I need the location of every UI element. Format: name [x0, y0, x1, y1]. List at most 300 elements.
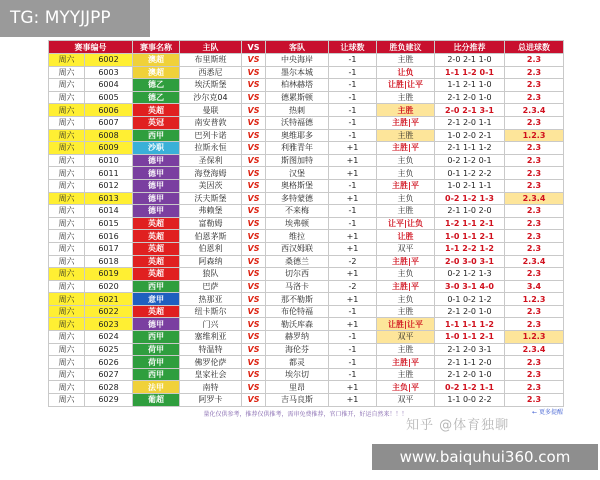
cell-league: 澳超 [133, 66, 180, 79]
cell-away: 那不勒斯 [266, 293, 329, 306]
cell-sug: 主胜 [377, 343, 435, 356]
cell-hcp: -1 [329, 205, 377, 218]
cell-score: 2-0 3-0 3-1 [435, 255, 505, 268]
cell-day: 周六 [49, 154, 85, 167]
cell-hcp: +1 [329, 242, 377, 255]
cell-goals: 2.3.4 [505, 255, 564, 268]
cell-home: 南安普敦 [180, 116, 242, 129]
cell-home: 巴列卡诺 [180, 129, 242, 142]
cell-goals: 2.3.4 [505, 343, 564, 356]
col-header-suggestion: 胜负建议 [377, 41, 435, 54]
col-header-id: 赛事编号 [49, 41, 133, 54]
cell-home: 阿森纳 [180, 255, 242, 268]
cell-hcp: -1 [329, 305, 377, 318]
cell-league: 荷甲 [133, 356, 180, 369]
cell-day: 周六 [49, 356, 85, 369]
cell-home: 热那亚 [180, 293, 242, 306]
cell-home: 沃夫斯堡 [180, 192, 242, 205]
table-row [49, 142, 564, 155]
cell-home: 海登海姆 [180, 167, 242, 180]
cell-sug: 让胜|让平 [377, 79, 435, 92]
cell-code: 6007 [85, 116, 133, 129]
cell-score: 0-1 0-2 1-2 [435, 293, 505, 306]
cell-day: 周六 [49, 116, 85, 129]
table-row [49, 381, 564, 394]
table-row [49, 116, 564, 129]
cell-hcp: +1 [329, 381, 377, 394]
cell-vs: VS [242, 343, 266, 356]
cell-code: 6022 [85, 305, 133, 318]
cell-goals: 2.3 [505, 167, 564, 180]
table-row [49, 217, 564, 230]
cell-hcp: -1 [329, 217, 377, 230]
cell-league: 西甲 [133, 331, 180, 344]
cell-home: 南特 [180, 381, 242, 394]
table-row [49, 230, 564, 243]
cell-code: 6024 [85, 331, 133, 344]
cell-goals: 1.2.3 [505, 331, 564, 344]
cell-code: 6003 [85, 66, 133, 79]
cell-league: 葡超 [133, 394, 180, 407]
cell-goals: 2.3 [505, 154, 564, 167]
cell-score: 3-0 3-1 4-0 [435, 280, 505, 293]
cell-sug: 主负 [377, 293, 435, 306]
cell-day: 周六 [49, 293, 85, 306]
cell-code: 6015 [85, 217, 133, 230]
cell-league: 法甲 [133, 381, 180, 394]
cell-score: 2-0 2-1 1-0 [435, 54, 505, 67]
cell-day: 周六 [49, 305, 85, 318]
cell-code: 6005 [85, 91, 133, 104]
cell-hcp: +1 [329, 230, 377, 243]
cell-hcp: -2 [329, 280, 377, 293]
cell-home: 巴萨 [180, 280, 242, 293]
cell-goals: 1.2.3 [505, 129, 564, 142]
cell-hcp: +1 [329, 154, 377, 167]
cell-away: 都灵 [266, 356, 329, 369]
cell-code: 6010 [85, 154, 133, 167]
cell-code: 6018 [85, 255, 133, 268]
cell-score: 1-0 1-1 2-1 [435, 331, 505, 344]
cell-day: 周六 [49, 318, 85, 331]
cell-goals: 2.3 [505, 217, 564, 230]
cell-sug: 主胜|平 [377, 280, 435, 293]
cell-home: 布里斯班 [180, 54, 242, 67]
cell-hcp: -1 [329, 54, 377, 67]
cell-goals: 1.2.3 [505, 293, 564, 306]
cell-hcp: -1 [329, 331, 377, 344]
cell-league: 德甲 [133, 192, 180, 205]
table-row [49, 368, 564, 381]
col-header-home: 主队 [180, 41, 242, 54]
cell-away: 汉堡 [266, 167, 329, 180]
cell-goals: 2.3 [505, 230, 564, 243]
cell-hcp: -1 [329, 368, 377, 381]
cell-away: 埃尔切 [266, 368, 329, 381]
cell-vs: VS [242, 91, 266, 104]
cell-hcp: -1 [329, 129, 377, 142]
cell-score: 2-1 1-1 2-0 [435, 356, 505, 369]
cell-hcp: -1 [329, 343, 377, 356]
cell-goals: 2.3 [505, 91, 564, 104]
table-row [49, 205, 564, 218]
table-row [49, 154, 564, 167]
cell-code: 6020 [85, 280, 133, 293]
cell-home: 伯恩利 [180, 242, 242, 255]
cell-home: 富勒姆 [180, 217, 242, 230]
cell-day: 周六 [49, 394, 85, 407]
cell-away: 利雅青年 [266, 142, 329, 155]
cell-away: 马洛卡 [266, 280, 329, 293]
cell-day: 周六 [49, 368, 85, 381]
cell-league: 英冠 [133, 116, 180, 129]
cell-away: 奥格斯堡 [266, 179, 329, 192]
cell-league: 英超 [133, 104, 180, 117]
cell-day: 周六 [49, 381, 85, 394]
cell-hcp: -1 [329, 104, 377, 117]
table-row [49, 129, 564, 142]
cell-sug: 主胜 [377, 205, 435, 218]
cell-vs: VS [242, 268, 266, 281]
cell-vs: VS [242, 381, 266, 394]
cell-away: 斯图加特 [266, 154, 329, 167]
cell-home: 埃沃斯堡 [180, 79, 242, 92]
cell-code: 6011 [85, 167, 133, 180]
cell-sug: 主胜 [377, 54, 435, 67]
cell-hcp: +1 [329, 192, 377, 205]
cell-score: 2-1 2-0 1-1 [435, 116, 505, 129]
col-header-league: 赛事名称 [133, 41, 180, 54]
cell-sug: 主负 [377, 154, 435, 167]
cell-home: 特温特 [180, 343, 242, 356]
cell-goals: 2.3 [505, 79, 564, 92]
cell-code: 6019 [85, 268, 133, 281]
cell-league: 德甲 [133, 205, 180, 218]
cell-away: 埃弗顿 [266, 217, 329, 230]
cell-sug: 主胜|平 [377, 116, 435, 129]
cell-league: 英超 [133, 242, 180, 255]
table-row [49, 343, 564, 356]
cell-sug: 主负|平 [377, 381, 435, 394]
cell-day: 周六 [49, 142, 85, 155]
cell-vs: VS [242, 293, 266, 306]
cell-code: 6013 [85, 192, 133, 205]
cell-score: 0-1 1-2 2-2 [435, 167, 505, 180]
cell-goals: 2.3 [505, 179, 564, 192]
cell-code: 6025 [85, 343, 133, 356]
cell-score: 2-1 2-0 3-1 [435, 343, 505, 356]
cell-goals: 2.3 [505, 268, 564, 281]
cell-sug: 双平 [377, 394, 435, 407]
cell-vs: VS [242, 116, 266, 129]
cell-goals: 2.3.4 [505, 104, 564, 117]
cell-league: 德甲 [133, 167, 180, 180]
cell-away: 西汉姆联 [266, 242, 329, 255]
cell-goals: 2.3 [505, 205, 564, 218]
cell-code: 6002 [85, 54, 133, 67]
col-header-goals: 总进球数 [505, 41, 564, 54]
cell-league: 西甲 [133, 129, 180, 142]
cell-home: 门兴 [180, 318, 242, 331]
cell-vs: VS [242, 205, 266, 218]
cell-home: 西悉尼 [180, 66, 242, 79]
cell-sug: 主胜|平 [377, 179, 435, 192]
cell-vs: VS [242, 230, 266, 243]
cell-day: 周六 [49, 343, 85, 356]
cell-hcp: +1 [329, 268, 377, 281]
match-table [48, 40, 564, 407]
table-row [49, 318, 564, 331]
table-row [49, 255, 564, 268]
cell-hcp: -1 [329, 79, 377, 92]
table-row [49, 331, 564, 344]
cell-goals: 2.3 [505, 242, 564, 255]
cell-day: 周六 [49, 66, 85, 79]
cell-score: 2-0 2-1 3-1 [435, 104, 505, 117]
cell-day: 周六 [49, 129, 85, 142]
cell-code: 6016 [85, 230, 133, 243]
cell-league: 澳超 [133, 54, 180, 67]
cell-league: 英超 [133, 255, 180, 268]
cell-vs: VS [242, 129, 266, 142]
cell-vs: VS [242, 305, 266, 318]
cell-day: 周六 [49, 230, 85, 243]
cell-day: 周六 [49, 104, 85, 117]
cell-away: 里昂 [266, 381, 329, 394]
cell-score: 0-2 1-2 1-1 [435, 381, 505, 394]
cell-code: 6027 [85, 368, 133, 381]
cell-hcp: -1 [329, 179, 377, 192]
cell-home: 曼联 [180, 104, 242, 117]
cell-code: 6017 [85, 242, 133, 255]
cell-vs: VS [242, 104, 266, 117]
col-header-handicap: 让球数 [329, 41, 377, 54]
cell-away: 桑德兰 [266, 255, 329, 268]
col-header-away: 客队 [266, 41, 329, 54]
cell-vs: VS [242, 331, 266, 344]
cell-sug: 主胜 [377, 129, 435, 142]
site-watermark: www.baiquhui360.com [372, 444, 598, 470]
cell-home: 拉斯永恒 [180, 142, 242, 155]
table-row [49, 54, 564, 67]
cell-vs: VS [242, 79, 266, 92]
cell-day: 周六 [49, 179, 85, 192]
cell-away: 吉马良斯 [266, 394, 329, 407]
cell-hcp: -1 [329, 356, 377, 369]
cell-away: 赫罗纳 [266, 331, 329, 344]
more-link[interactable]: ← 更多提醒 [532, 408, 563, 416]
cell-home: 塞维利亚 [180, 331, 242, 344]
cell-score: 1-1 2-1 1-0 [435, 79, 505, 92]
cell-day: 周六 [49, 205, 85, 218]
cell-hcp: +1 [329, 293, 377, 306]
cell-league: 荷甲 [133, 343, 180, 356]
cell-code: 6014 [85, 205, 133, 218]
cell-vs: VS [242, 54, 266, 67]
cell-away: 墨尔本城 [266, 66, 329, 79]
cell-day: 周六 [49, 79, 85, 92]
cell-hcp: +1 [329, 318, 377, 331]
cell-hcp: -1 [329, 116, 377, 129]
cell-sug: 让负 [377, 66, 435, 79]
cell-away: 柏林赫塔 [266, 79, 329, 92]
cell-league: 德甲 [133, 154, 180, 167]
cell-away: 维拉 [266, 230, 329, 243]
cell-score: 1-1 1-1 1-2 [435, 318, 505, 331]
cell-vs: VS [242, 242, 266, 255]
cell-home: 纽卡斯尔 [180, 305, 242, 318]
cell-day: 周六 [49, 167, 85, 180]
cell-goals: 2.3 [505, 318, 564, 331]
cell-goals: 2.3 [505, 116, 564, 129]
cell-score: 2-1 2-0 1-0 [435, 91, 505, 104]
cell-hcp: +1 [329, 167, 377, 180]
cell-score: 1-0 2-1 1-1 [435, 179, 505, 192]
cell-goals: 2.3 [505, 66, 564, 79]
col-header-score: 比分推荐 [435, 41, 505, 54]
cell-away: 切尔西 [266, 268, 329, 281]
cell-sug: 主胜|平 [377, 356, 435, 369]
cell-goals: 2.3 [505, 54, 564, 67]
cell-vs: VS [242, 394, 266, 407]
cell-day: 周六 [49, 192, 85, 205]
cell-home: 美因茨 [180, 179, 242, 192]
cell-score: 1-2 1-1 2-1 [435, 217, 505, 230]
cell-score: 2-1 1-0 2-0 [435, 205, 505, 218]
cell-goals: 2.3 [505, 356, 564, 369]
cell-league: 沙职 [133, 142, 180, 155]
cell-goals: 2.3.4 [505, 192, 564, 205]
cell-home: 弗赖堡 [180, 205, 242, 218]
table-row [49, 356, 564, 369]
cell-away: 布伦特福 [266, 305, 329, 318]
cell-sug: 主胜 [377, 305, 435, 318]
cell-score: 2-1 1-1 1-2 [435, 142, 505, 155]
cell-day: 周六 [49, 54, 85, 67]
cell-league: 德甲 [133, 179, 180, 192]
cell-away: 沃特福德 [266, 116, 329, 129]
table-row [49, 305, 564, 318]
cell-away: 多特蒙德 [266, 192, 329, 205]
cell-day: 周六 [49, 331, 85, 344]
cell-code: 6004 [85, 79, 133, 92]
table-row [49, 394, 564, 407]
table-row [49, 268, 564, 281]
cell-vs: VS [242, 66, 266, 79]
cell-league: 德乙 [133, 91, 180, 104]
cell-code: 6021 [85, 293, 133, 306]
cell-score: 1-0 2-0 2-1 [435, 129, 505, 142]
cell-goals: 2.3 [505, 368, 564, 381]
cell-league: 英超 [133, 230, 180, 243]
cell-code: 6009 [85, 142, 133, 155]
cell-away: 中央海岸 [266, 54, 329, 67]
table-row [49, 280, 564, 293]
cell-vs: VS [242, 142, 266, 155]
cell-vs: VS [242, 280, 266, 293]
cell-sug: 主胜 [377, 104, 435, 117]
cell-day: 周六 [49, 255, 85, 268]
cell-vs: VS [242, 255, 266, 268]
cell-league: 西甲 [133, 368, 180, 381]
cell-code: 6028 [85, 381, 133, 394]
table-row [49, 242, 564, 255]
cell-goals: 2.3 [505, 305, 564, 318]
cell-away: 热刺 [266, 104, 329, 117]
cell-day: 周六 [49, 268, 85, 281]
cell-vs: VS [242, 318, 266, 331]
cell-league: 英超 [133, 305, 180, 318]
cell-vs: VS [242, 368, 266, 381]
table-row [49, 179, 564, 192]
cell-day: 周六 [49, 91, 85, 104]
cell-hcp: -2 [329, 255, 377, 268]
cell-code: 6026 [85, 356, 133, 369]
cell-sug: 主负 [377, 192, 435, 205]
cell-vs: VS [242, 356, 266, 369]
cell-vs: VS [242, 179, 266, 192]
cell-sug: 主负 [377, 167, 435, 180]
cell-score: 2-1 2-0 1-0 [435, 368, 505, 381]
table-row [49, 104, 564, 117]
cell-vs: VS [242, 154, 266, 167]
cell-away: 奥维耶多 [266, 129, 329, 142]
cell-goals: 3.4 [505, 280, 564, 293]
cell-vs: VS [242, 167, 266, 180]
table-row [49, 79, 564, 92]
cell-sug: 让平|让负 [377, 217, 435, 230]
zhihu-watermark: 知乎 @体育独聊 [406, 418, 510, 433]
cell-home: 伯恩茅斯 [180, 230, 242, 243]
table-row [49, 192, 564, 205]
cell-hcp: -1 [329, 66, 377, 79]
cell-score: 1-1 1-2 0-1 [435, 66, 505, 79]
cell-home: 沙尔克04 [180, 91, 242, 104]
cell-code: 6006 [85, 104, 133, 117]
cell-sug: 让胜 [377, 230, 435, 243]
cell-vs: VS [242, 192, 266, 205]
cell-sug: 让胜|让平 [377, 318, 435, 331]
cell-code: 6008 [85, 129, 133, 142]
cell-day: 周六 [49, 217, 85, 230]
cell-sug: 主负 [377, 268, 435, 281]
cell-day: 周六 [49, 280, 85, 293]
cell-league: 德乙 [133, 79, 180, 92]
cell-league: 英超 [133, 217, 180, 230]
cell-league: 西甲 [133, 280, 180, 293]
cell-home: 皇家社会 [180, 368, 242, 381]
cell-home: 圣保利 [180, 154, 242, 167]
cell-league: 意甲 [133, 293, 180, 306]
cell-home: 佛罗伦萨 [180, 356, 242, 369]
cell-home: 狼队 [180, 268, 242, 281]
cell-sug: 主胜|平 [377, 142, 435, 155]
cell-sug: 双平 [377, 242, 435, 255]
cell-score: 1-1 0-0 2-2 [435, 394, 505, 407]
cell-away: 勒沃库森 [266, 318, 329, 331]
cell-goals: 2.3 [505, 142, 564, 155]
cell-day: 周六 [49, 242, 85, 255]
cell-away: 海伦芬 [266, 343, 329, 356]
cell-score: 0-2 1-2 0-1 [435, 154, 505, 167]
table-row [49, 66, 564, 79]
table-header [49, 41, 564, 54]
cell-score: 0-2 1-2 1-3 [435, 268, 505, 281]
cell-sug: 主胜|平 [377, 255, 435, 268]
cell-sug: 双平 [377, 331, 435, 344]
match-table-sheet [48, 40, 563, 418]
cell-hcp: +1 [329, 394, 377, 407]
